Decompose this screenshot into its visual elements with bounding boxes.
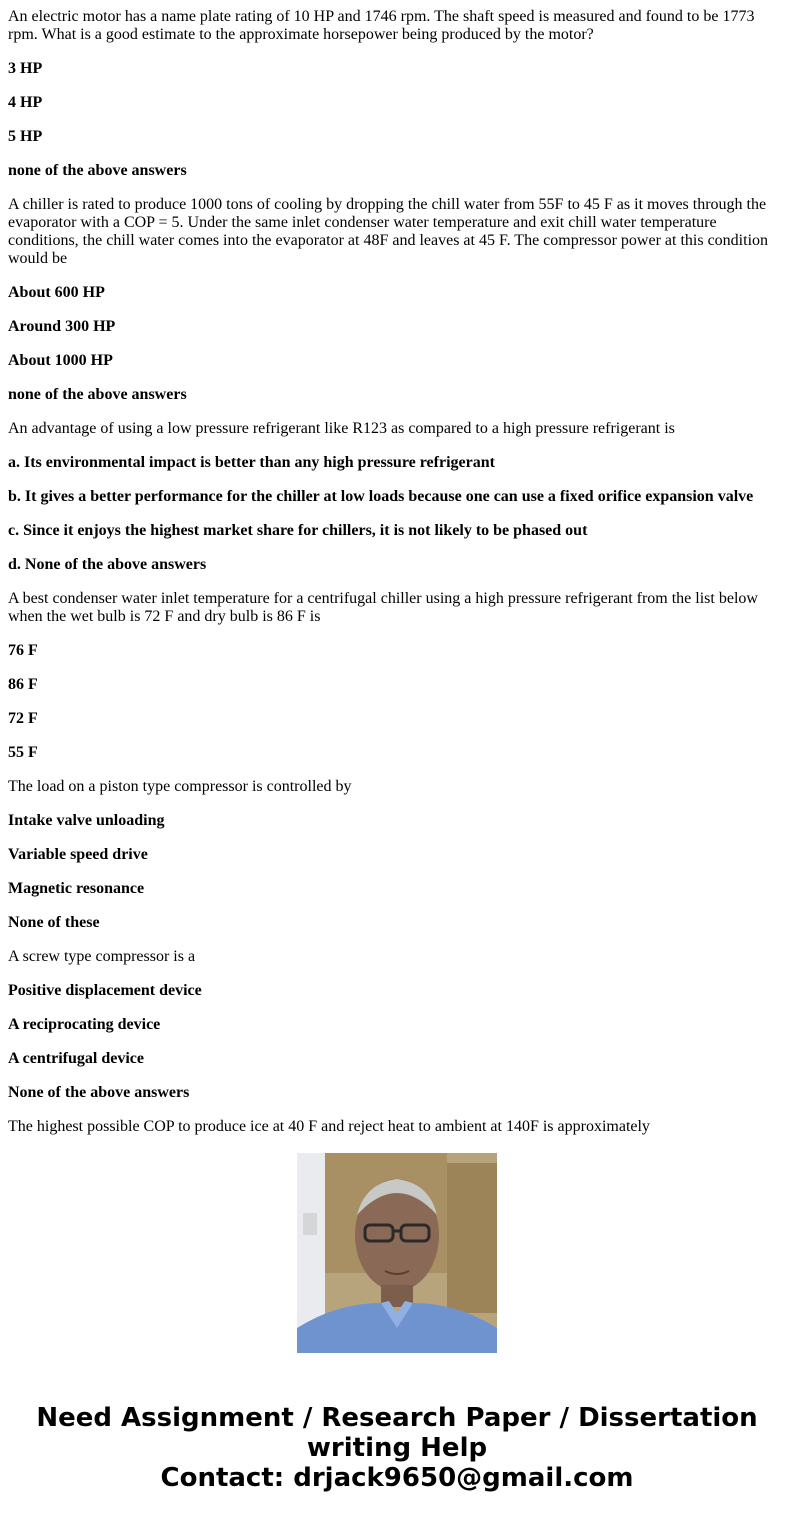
question-2-option-3: About 1000 HP [8,352,113,369]
question-5-option-3: Magnetic resonance [8,880,145,897]
question-3-option-1: a. Its environmental impact is better than any high pressure refrigerant [8,454,495,471]
question-4-option-3: 72 F [8,710,38,727]
question-1-option-4: none of the above answers [8,162,187,179]
question-6-option-4: None of the above answers [8,1084,190,1101]
question-6-option-3: A centrifugal device [8,1050,144,1067]
question-5-option-2: Variable speed drive [8,846,148,863]
question-5-option-4: None of these [8,914,100,931]
question-list [8,8,778,1135]
question-6-text: A screw type compressor is a [8,948,196,965]
question-2-option-4: none of the above answers [8,386,187,403]
question-1-option-3: 5 HP [8,128,43,145]
footer-line-2: writing Help [306,1433,488,1463]
question-3-option-4: d. None of the above answers [8,556,207,573]
question-6-option-2: A reciprocating device [8,1016,161,1033]
question-4-text: A best condenser water inlet temperature for a centrifugal chiller using a high pressure refrigerant from the list below when the wet bulb is 72 F and dry bulb is 86 F is [8,590,758,625]
question-1-option-1: 3 HP [8,60,43,77]
question-1-option-2: 4 HP [8,94,43,111]
footer-contact-email: Contact: drjack9650@gmail.com [160,1463,634,1493]
question-4-option-4: 55 F [8,744,38,761]
question-7-text: The highest possible COP to produce ice at 40 F and reject heat to ambient at 140F is approximately [8,1118,650,1135]
question-4-option-2: 86 F [8,676,38,693]
question-1-text: An electric motor has a name plate rating of 10 HP and 1746 rpm. The shaft speed is measured and found to be 1773 rpm. What is a good estimate to the approximate horsepower being produced by the motor? [8,8,755,43]
question-2-text: A chiller is rated to produce 1000 tons of cooling by dropping the chill water from 55F to 45 F as it moves through the evaporator with a COP = 5. Under the same inlet condenser water temperature and exit chill water temperature conditions, the chill water comes into the evaporator at 48F and leaves at 45 F. The compressor power at this condition would be [8,196,769,267]
question-3-option-3: c. Since it enjoys the highest market share for chillers, it is not likely to be phased out [8,522,588,539]
question-5-option-1: Intake valve unloading [8,812,165,829]
question-4-option-1: 76 F [8,642,38,659]
footer-contact-banner [0,1403,794,1493]
question-6-option-1: Positive displacement device [8,982,202,999]
footer-line-1: Need Assignment / Research Paper / Dissertation [36,1403,758,1433]
author-photo [297,1153,497,1353]
author-avatar [297,1153,497,1353]
question-3-option-2: b. It gives a better performance for the chiller at low loads because one can use a fixed orifice expansion valve [8,488,754,505]
question-2-option-2: Around 300 HP [8,318,116,335]
question-3-text: An advantage of using a low pressure refrigerant like R123 as compared to a high pressure refrigerant is [8,420,675,437]
question-5-text: The load on a piston type compressor is controlled by [8,778,352,795]
question-2-option-1: About 600 HP [8,284,105,301]
